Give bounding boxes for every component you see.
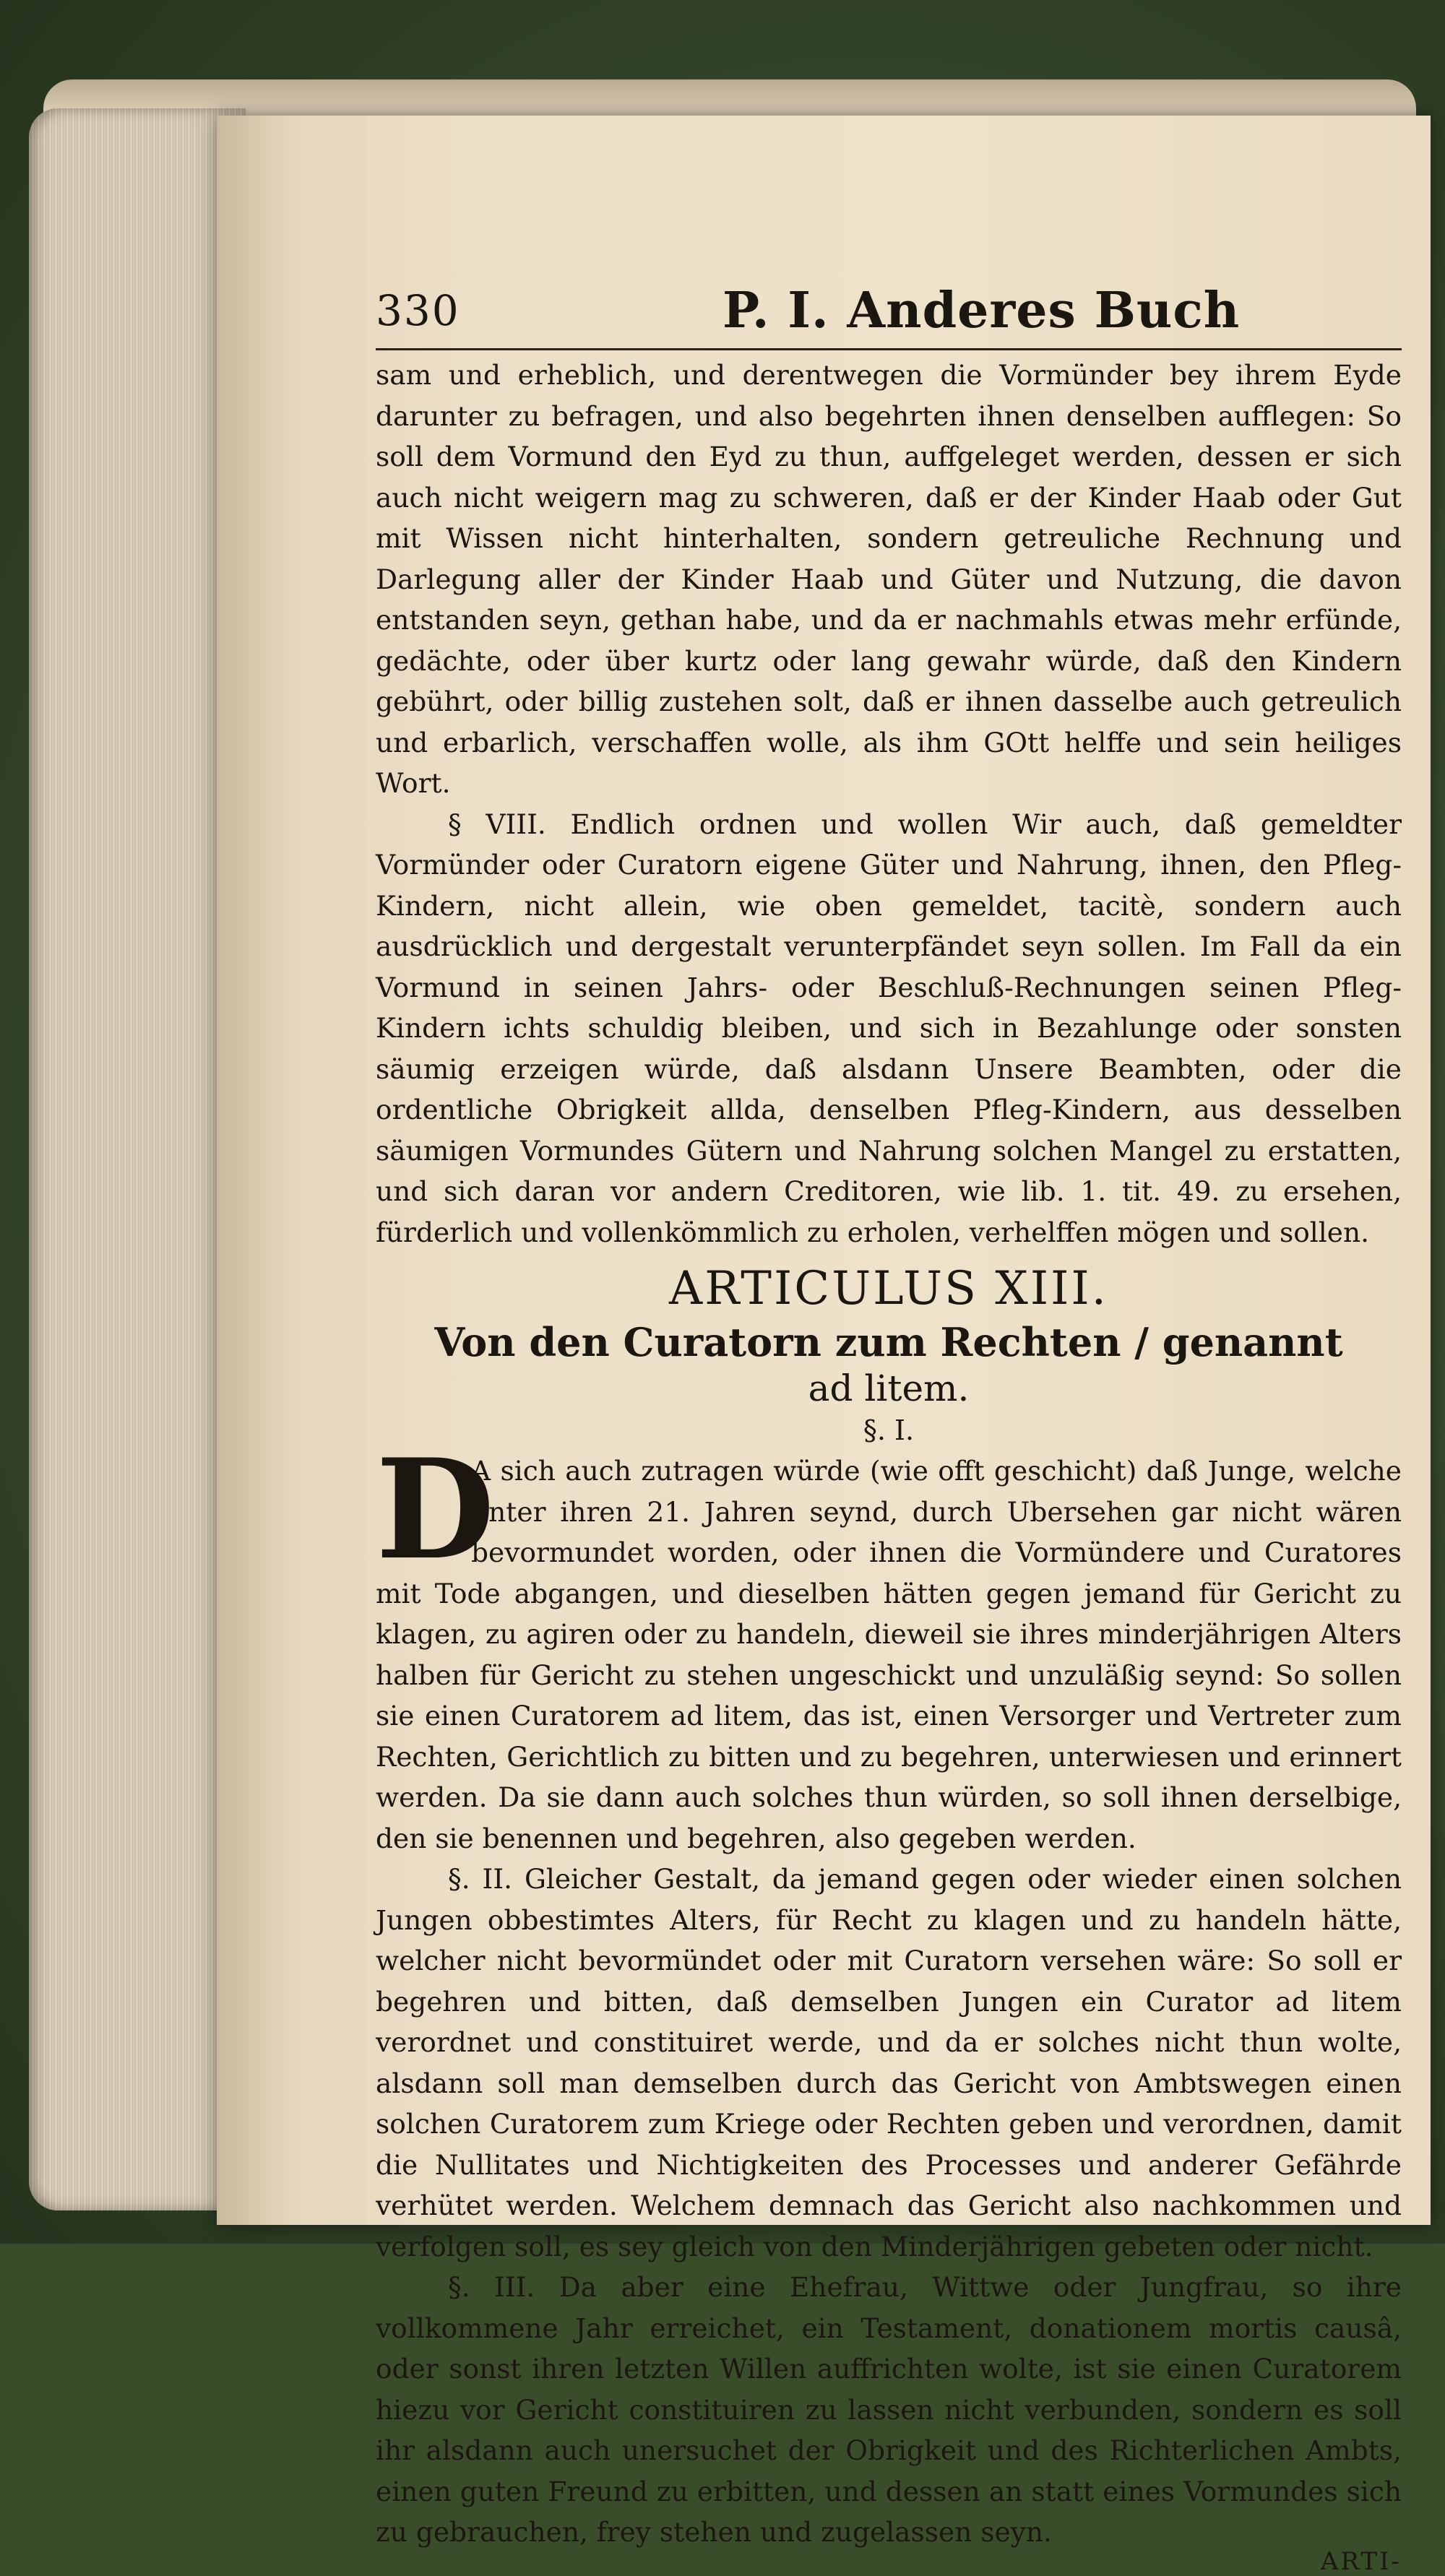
paragraph-section-iii: §. III. Da aber eine Ehefrau, Wittwe oder Jungfrau, so ihre vollkommene Jahr erreichet, ein Testament, donationem mortis causâ, oder sonst ihren letzten Willen auffrichten wolte, ist sie einen Curatorem hiezu vor Gericht constituiren zu lassen nicht verbunden, sondern es soll ihr alsdann auch unersuchet der Obrigkeit und des Richterlichen Ambts, einen guten Freund zu erbitten, und dessen an statt eines Vormundes sich zu gebrauchen, frey stehen und zugelassen seyn. xyxy=(376,2271,1402,2548)
drop-cap-initial: D xyxy=(376,1429,495,1590)
section-i xyxy=(376,1429,1402,1859)
catchword: ARTI- xyxy=(1320,2546,1402,2576)
article-title: ARTICULUS XIII. xyxy=(668,1262,1109,1315)
paragraph-section-i: A sich auch zutragen würde (wie offt geschicht) daß Junge, welche unter ihren 21. Jahren seynd, durch Ubersehen gar nicht wären bevormundet worden, oder ihnen die Vormündere und Curatores mit Tode abgangen, und dieselben hätten gegen jemand für Gericht zu klagen, zu agiren oder zu handeln, dieweil sie ihres minderjährigen Alters halben für Gericht zu stehen ungeschickt und unzuläßig seynd: So sollen sie einen Curatorem ad litem, das ist, einen Versorger und Vertreter zum Rechten, Gerichtlich zu bitten und zu begehren, unterwiesen und erinnert werden. Da sie dann auch solches thun würden, so soll ihnen derselbige, den sie benennen und begehren, also gegeben werden. xyxy=(376,1455,1402,1854)
article-subtitle-latin: ad litem. xyxy=(808,1367,970,1409)
paragraph-section-ii: §. II. Gleicher Gestalt, da jemand gegen oder wieder einen solchen Jungen obbestimtes Alters, für Recht zu klagen und zu handeln hätte, welcher nicht bevormündet oder mit Curatorn versehen wäre: So soll er begehren und bitten, daß demselben Jungen ein Curator ad litem verordnet und constituiret werde, und da er solches nicht thun wolte, alsdann soll man demselben durch das Gericht von Ambtswegen einen solchen Curatorem zum Kriege oder Rechten geben und verordnen, damit die Nullitates und Nichtigkeiten des Processes und anderer Gefährde verhütet werden. Welchem demnach das Gericht also nachkommen und verfolgen soll, es sey gleich von den Minderjährigen gebeten oder nicht. xyxy=(376,1863,1402,2262)
book-page xyxy=(217,116,1431,2576)
article-subtitle: Von den Curatorn zum Rechten / genannt xyxy=(434,1319,1343,1365)
page-header xyxy=(376,282,1402,350)
page-number: 330 xyxy=(376,286,460,335)
paragraph-section-viii: § VIII. Endlich ordnen und wollen Wir auch, daß gemeldter Vormünder oder Curatorn eigene Güter und Nahrung, ihnen, den Pfleg-Kindern, nicht allein, wie oben gemeldet, tacitè, sondern auch ausdrücklich und dergestalt verunterpfändet seyn sollen. Im Fall da ein Vormund in seinen Jahrs- oder Beschluß-Rechnungen seinen Pfleg-Kindern ichts schuldig bleiben, und sich in Bezahlunge oder sonsten säumig erzeigen würde, daß alsdann Unsere Beambten, oder die ordentliche Obrigkeit allda, denselben Pfleg-Kindern, aus desselben säumigen Vormundes Gütern und Nahrung solchen Mangel zu erstatten, und sich daran vor andern Creditoren, wie lib. 1. tit. 49. zu ersehen, fürderlich und vollenkömmlich zu erholen, verhelffen mögen und sollen. xyxy=(376,808,1402,1248)
page-content xyxy=(376,282,1402,2576)
running-head: P. I. Anderes Buch xyxy=(722,282,1241,340)
section-i-mark: §. I. xyxy=(863,1414,915,1446)
paragraph-intro: sam und erheblich, und derentwegen die Vormünder bey ihrem Eyde darunter zu befragen, und also begehrten ihnen denselben aufflegen: So soll dem Vormund den Eyd zu thun, auffgeleget werden, dessen er sich auch nicht weigern mag zu schweren, daß er der Kinder Haab oder Gut mit Wissen nicht hinterhalten, sondern getreuliche Rechnung und Darlegung aller der Kinder Haab und Güter und Nutzung, die davon entstanden seyn, gethan habe, und da er nachmahls etwas mehr erfünde, gedächte, oder über kurtz oder lang gewahr würde, daß den Kindern gebührt, oder billig zustehen solt, daß er ihnen dasselbe auch getreulich und erbarlich, verschaffen wolle, als ihm GOtt helffe und sein heiliges Wort. xyxy=(376,359,1402,799)
book-page-stack xyxy=(29,108,246,2210)
